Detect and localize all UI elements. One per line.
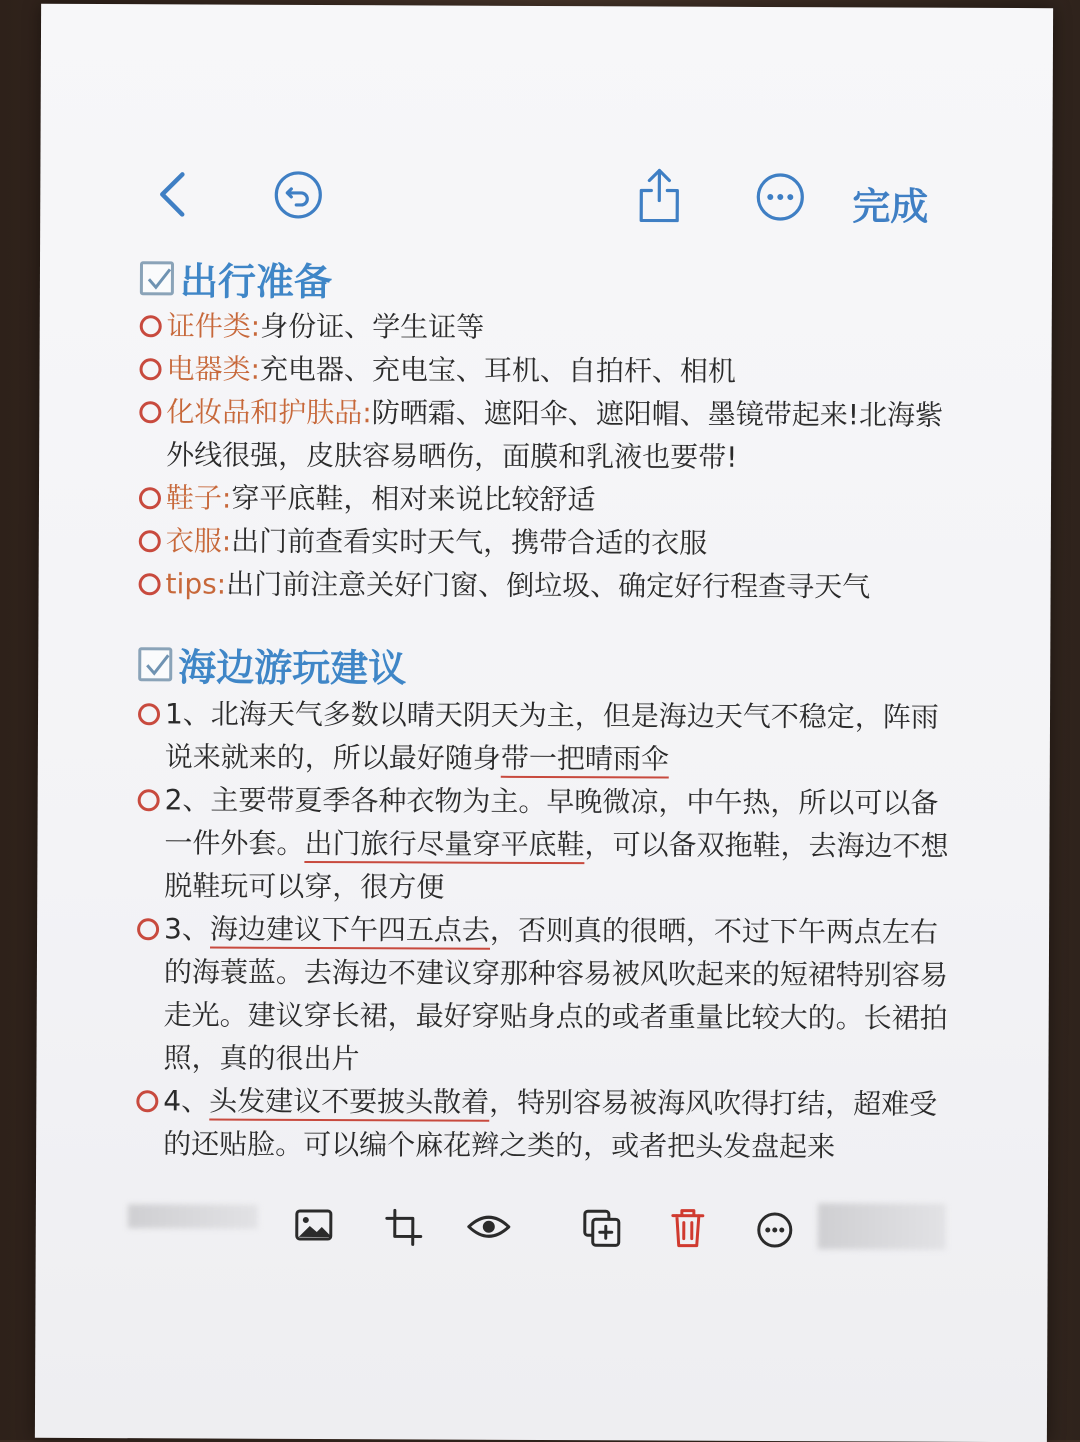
done-button[interactable]: 完成 — [852, 175, 928, 230]
item-text: 防晒霜、遮阳伞、遮阳帽、墨镜带起来!北海紫外线很强，皮肤容易晒伤，面膜和乳液也要带! — [166, 396, 943, 474]
section-heading-travel-prep — [140, 250, 332, 306]
undo-button[interactable] — [272, 169, 324, 225]
underlined-text: 海边建议下午四五点去 — [210, 913, 490, 950]
list-item — [136, 907, 957, 1083]
trash-icon — [670, 1207, 706, 1249]
list-item — [139, 476, 959, 523]
delete-button[interactable] — [670, 1207, 706, 1253]
item-text: 1、北海天气多数以晴天阴天为主，但是海边天气不稳定，阵雨说来就来的，所以最好随身 — [165, 697, 939, 774]
item-text-tail: ，可以备双拖鞋，去海边不想脱鞋玩可以穿，很方便 — [164, 828, 948, 903]
toolbar-more-button[interactable] — [756, 1211, 794, 1253]
item-text: 身份证、学生证等 — [260, 310, 484, 344]
view-button[interactable] — [466, 1212, 512, 1246]
list-item — [138, 692, 958, 782]
item-category: tips: — [166, 567, 227, 600]
section-title: 出行准备 — [180, 250, 332, 306]
item-category: 电器类: — [166, 352, 260, 385]
more-icon — [756, 1211, 794, 1249]
list-item — [136, 1079, 956, 1169]
item-text-tail: ，特别容易被海风吹得打结，超难受的还贴脸。可以编个麻花辫之类的，或者把头发盘起来 — [163, 1086, 937, 1164]
circle-bullet-icon[interactable] — [140, 315, 162, 337]
item-text: 出门前注意关好门窗、倒垃圾、确定好行程查寻天气 — [226, 568, 870, 604]
blurred-region-left — [128, 1204, 258, 1229]
circle-bullet-icon[interactable] — [138, 703, 160, 725]
list-item — [139, 519, 959, 566]
item-text: 4、 — [163, 1084, 209, 1117]
list-item — [139, 390, 959, 480]
circle-bullet-icon[interactable] — [139, 401, 161, 423]
underlined-text: 出门旅行尽量穿平底鞋 — [304, 827, 584, 864]
circle-bullet-icon[interactable] — [139, 530, 161, 552]
circle-bullet-icon[interactable] — [139, 487, 161, 509]
duplicate-icon — [582, 1208, 622, 1248]
chevron-left-icon — [152, 168, 192, 220]
paper-sheet — [35, 4, 1053, 1442]
list-item — [139, 347, 959, 394]
item-text: 2、主要带夏季各种衣物为主。早晚微凉，中午热，所以可以备一件外套。 — [164, 783, 938, 860]
circle-bullet-icon[interactable] — [137, 918, 159, 940]
travel-prep-list — [139, 304, 960, 609]
blurred-region-right — [818, 1203, 946, 1250]
ellipsis-circle-icon — [754, 171, 806, 223]
item-text-tail: ，否则真的很晒，不过下午两点左右的海蓑蓝。去海边不建议穿那种容易被风吹起来的短裙特别容易走光。建议穿长裙，最好穿贴身点的或者重量比较大的。长裙拍照，真的很出片 — [163, 914, 948, 1075]
item-text: 充电器、充电宝、耳机、自拍杆、相机 — [260, 353, 736, 388]
checkbox-checked-icon[interactable] — [140, 261, 174, 295]
crop-button[interactable] — [384, 1207, 424, 1251]
item-text: 出门前查看实时天气，携带合适的衣服 — [231, 525, 707, 560]
share-icon — [636, 166, 682, 224]
circle-bullet-icon[interactable] — [136, 1090, 158, 1112]
item-category: 化妆品和护肤品: — [166, 395, 372, 429]
share-button[interactable] — [636, 166, 682, 228]
item-text: 穿平底鞋，相对来说比较舒适 — [231, 482, 595, 517]
eye-icon — [466, 1212, 512, 1242]
image-icon — [294, 1207, 334, 1243]
section-heading-beach-tips — [138, 636, 406, 692]
checkbox-checked-icon[interactable] — [138, 647, 172, 681]
circle-bullet-icon[interactable] — [139, 358, 161, 380]
list-item — [140, 304, 960, 351]
undo-icon — [272, 169, 324, 221]
back-button[interactable] — [152, 168, 192, 224]
section-title: 海边游玩建议 — [178, 636, 406, 692]
circle-bullet-icon[interactable] — [138, 789, 160, 811]
underlined-text: 头发建议不要披头散着 — [209, 1085, 489, 1122]
underlined-text: 带一把晴雨伞 — [501, 742, 669, 779]
item-category: 鞋子: — [166, 481, 232, 514]
duplicate-button[interactable] — [582, 1208, 622, 1252]
more-options-button[interactable] — [754, 171, 806, 227]
list-item — [137, 778, 958, 911]
crop-icon — [384, 1207, 424, 1247]
item-category: 衣服: — [166, 524, 232, 557]
beach-tips-list — [136, 692, 958, 1169]
item-text: 3、 — [164, 912, 210, 945]
circle-bullet-icon[interactable] — [139, 573, 161, 595]
insert-image-button[interactable] — [294, 1207, 334, 1247]
list-item — [139, 562, 959, 609]
item-category: 证件类: — [167, 309, 261, 342]
